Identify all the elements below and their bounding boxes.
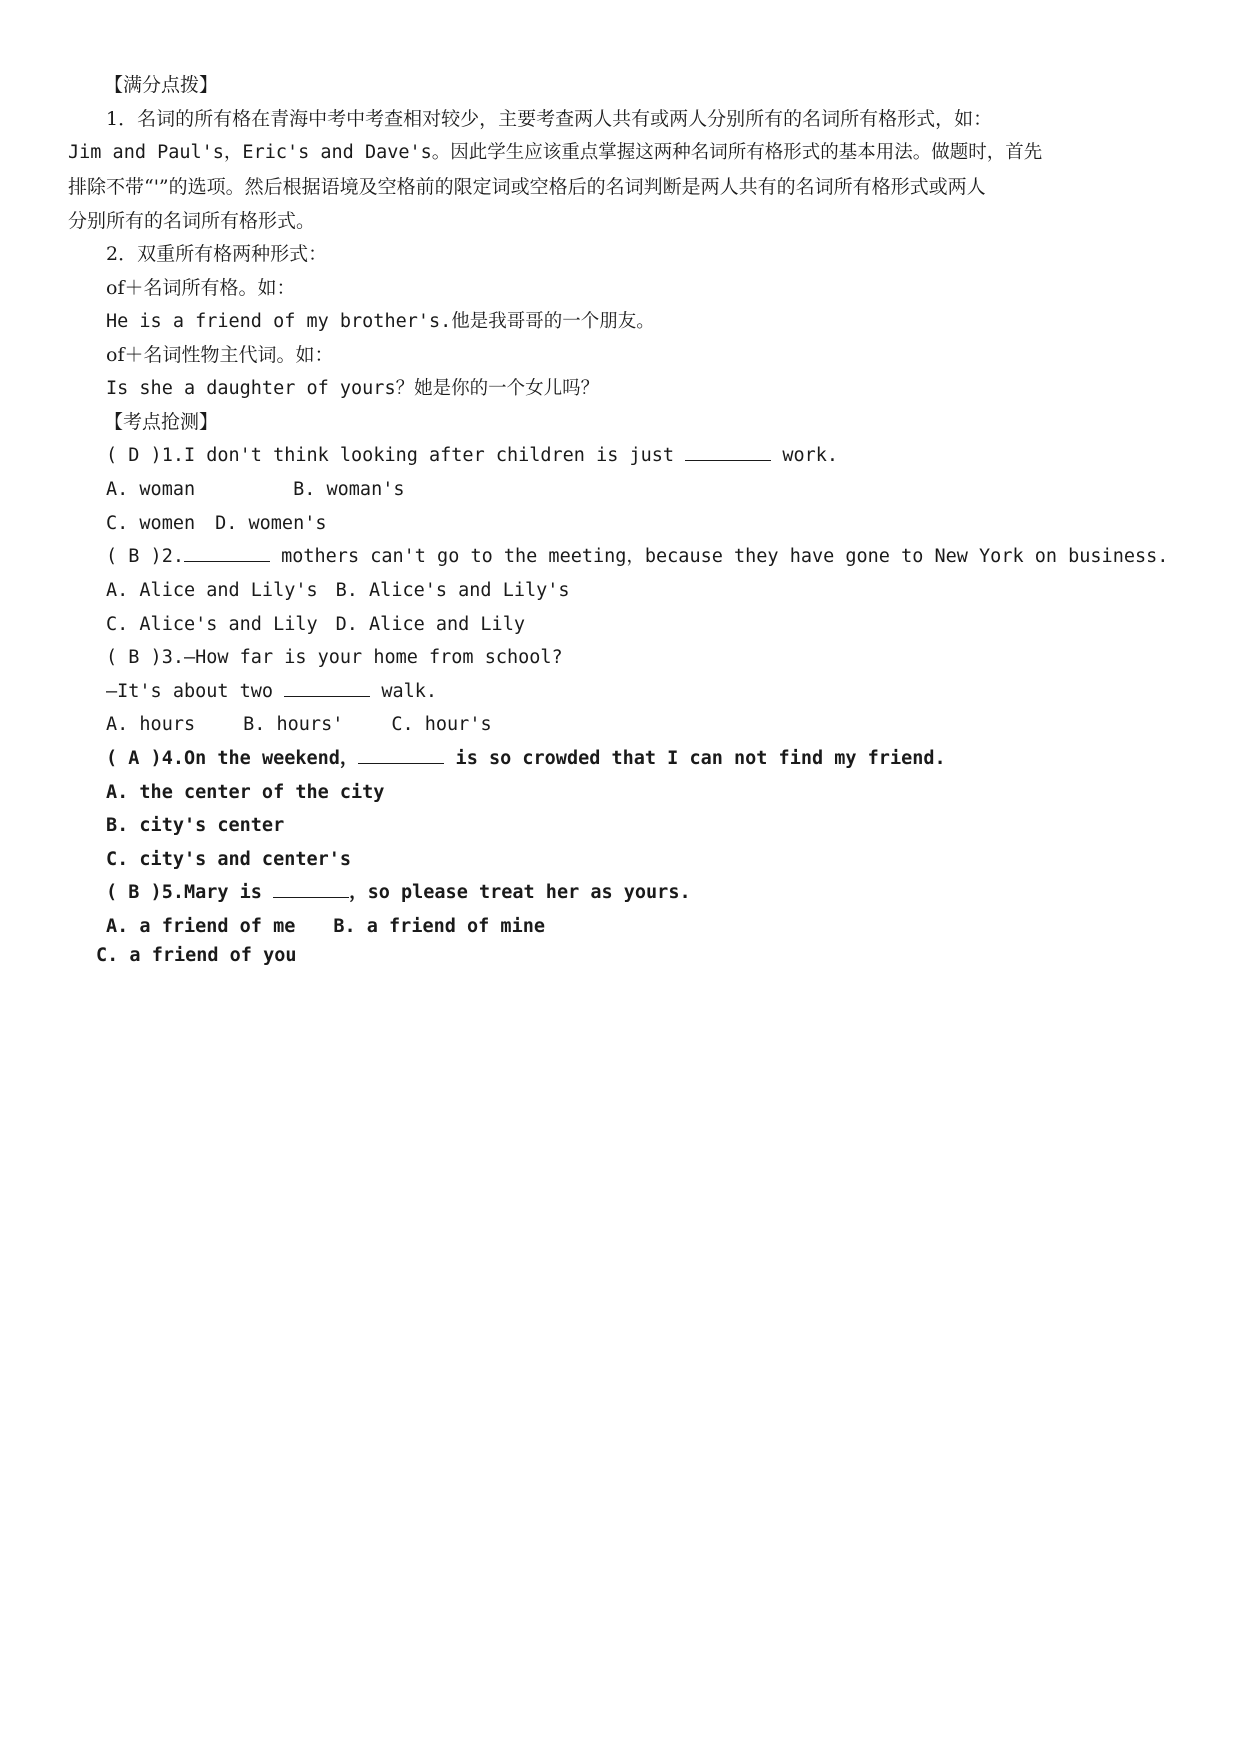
tips-form-a-example: He is a friend of my brother's.他是我哥哥的一个朋友。 <box>106 311 655 332</box>
answer-mark: ( A ) <box>106 748 162 769</box>
option-c: C. city's and center's <box>106 849 352 870</box>
answer-mark: ( B ) <box>106 882 162 903</box>
question-5: ( B )5.Mary is ，so please treat her as yours. <box>106 882 691 903</box>
tips-paragraph-1-line-2: Jim and Paul's，Eric's and Dave's。因此学生应该重点掌握这两种名词所有格形式的基本用法。做题时，首先 <box>68 142 1043 163</box>
option-row <box>106 914 545 940</box>
tips-form-b-example: Is she a daughter of yours？她是你的一个女儿吗？ <box>106 378 600 399</box>
question-3: ( B )3.—How far is your home from school? <box>106 647 563 668</box>
option-row <box>106 578 570 604</box>
option-b: B. woman's <box>293 479 405 500</box>
option-b: B. city's center <box>106 815 285 836</box>
answer-mark: ( B ) <box>106 546 162 567</box>
option-c: C. a friend of you <box>96 945 297 966</box>
option-row <box>106 712 492 738</box>
tips-paragraph-1-line-4: 分别所有的名词所有格形式。 <box>68 210 316 232</box>
option-c: C. Alice's and Lily <box>106 614 318 635</box>
question-3-reply: —It's about two walk. <box>106 681 438 702</box>
question-1: ( D )1.I don't think looking after children is just work. <box>106 445 839 466</box>
question-4: ( A )4.On the weekend， is so crowded that I can not find my friend. <box>106 748 946 769</box>
option-c: C. women <box>106 513 196 534</box>
option-a: A. hours <box>106 714 196 735</box>
option-a: A. a friend of me <box>106 916 296 937</box>
option-row <box>106 511 327 537</box>
option-a: A. woman <box>106 479 196 500</box>
answer-blank <box>358 747 444 764</box>
tips-paragraph-1-line-3: 排除不带“'”的选项。然后根据语境及空格前的限定词或空格后的名词判断是两人共有的名词所有格形式或两人 <box>68 176 986 198</box>
option-d: D. Alice and Lily <box>335 614 525 635</box>
answer-blank <box>273 881 349 898</box>
option-row <box>106 477 405 503</box>
tips-heading: 【满分点拨】 <box>104 74 219 96</box>
tips-paragraph-1-line-1: 1．名词的所有格在青海中考中考查相对较少，主要考查两人共有或两人分别所有的名词所有格形式，如： <box>106 108 993 130</box>
option-a: A. the center of the city <box>106 782 385 803</box>
option-a: A. Alice and Lily's <box>106 580 318 601</box>
option-c: C. hour's <box>391 714 492 735</box>
answer-blank <box>184 545 270 562</box>
quiz-heading: 【考点抢测】 <box>104 411 219 433</box>
question-2: ( B )2. mothers can't go to the meeting，because they have gone to New York on business. <box>106 546 1169 567</box>
tips-paragraph-2-title: 2．双重所有格两种形式： <box>106 243 328 265</box>
answer-mark: ( D ) <box>106 445 162 466</box>
option-row <box>106 612 525 638</box>
option-d: D. women's <box>215 513 327 534</box>
answer-blank <box>685 444 771 461</box>
tips-form-a: of＋名词所有格。如： <box>106 277 296 299</box>
option-b: B. hours' <box>243 714 344 735</box>
tips-form-b: of＋名词性物主代词。如： <box>106 344 334 366</box>
option-b: B. a friend of mine <box>333 916 545 937</box>
answer-mark: ( B ) <box>106 647 162 668</box>
answer-blank <box>284 680 370 697</box>
option-b: B. Alice's and Lily's <box>335 580 570 601</box>
